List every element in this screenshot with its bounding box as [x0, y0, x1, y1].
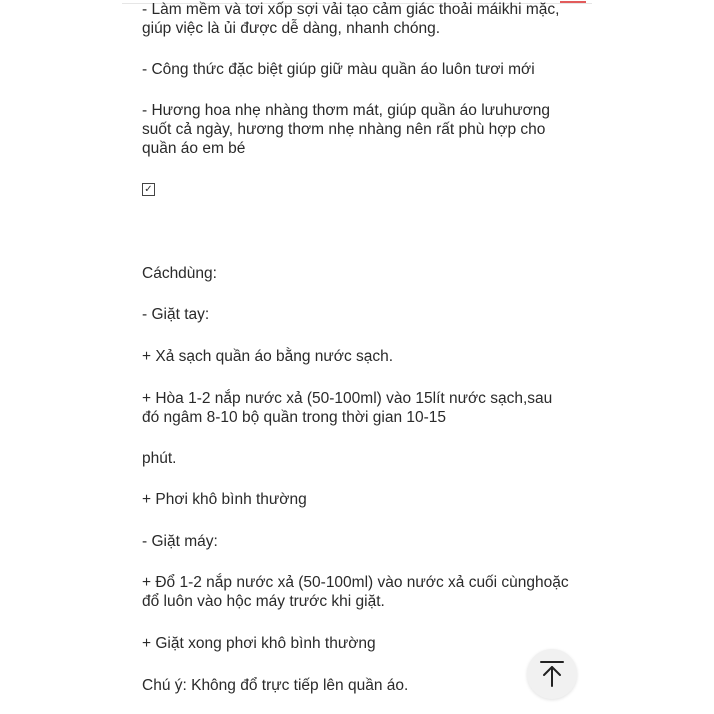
machine-wash-step-pour: + Đổ 1-2 nắp nước xả (50-100ml) vào nước xả cuối cùnghoặc đổ luôn vào hộc máy trước khi giặt.	[142, 574, 569, 610]
hand-wash-step-mix: + Hòa 1-2 nắp nước xả (50-100ml) vào 15lít nước sạch,sau đó ngâm 8-10 bộ quần trong thời gian 10-15	[142, 390, 553, 426]
arrow-up-to-line-icon	[539, 660, 565, 688]
hand-wash-step-rinse: + Xả sạch quần áo bằng nước sạch.	[142, 348, 394, 365]
benefit-fragrance: - Hương hoa nhẹ nhàng thơm mát, giúp quần áo lưuhương suốt cả ngày, hương thơm nhẹ nhàng nên rất phù hợp cho quần áo em bé	[142, 102, 551, 157]
machine-wash-heading: - Giặt máy:	[142, 533, 218, 550]
benefit-softening: - Làm mềm và tơi xốp sợi vải tạo cảm giác thoải máikhi mặc, giúp việc là ủi được dễ dàng, nhanh chóng.	[142, 1, 560, 37]
caution-note: Chú ý: Không đổ trực tiếp lên quần áo.	[142, 677, 409, 694]
checkmark-glyph: ✓	[144, 184, 153, 195]
hand-wash-step-dry: + Phơi khô bình thường	[142, 491, 307, 508]
benefit-color-keeping: - Công thức đặc biệt giúp giữ màu quần áo luôn tươi mới	[142, 61, 535, 78]
hand-wash-heading: - Giặt tay:	[142, 306, 210, 323]
usage-heading: Cáchdùng:	[142, 265, 217, 282]
scroll-to-top-button[interactable]	[527, 649, 577, 699]
machine-wash-step-dry: + Giặt xong phơi khô bình thường	[142, 635, 376, 652]
hand-wash-step-minutes: phút.	[142, 450, 177, 467]
checkbox-icon	[142, 183, 155, 196]
